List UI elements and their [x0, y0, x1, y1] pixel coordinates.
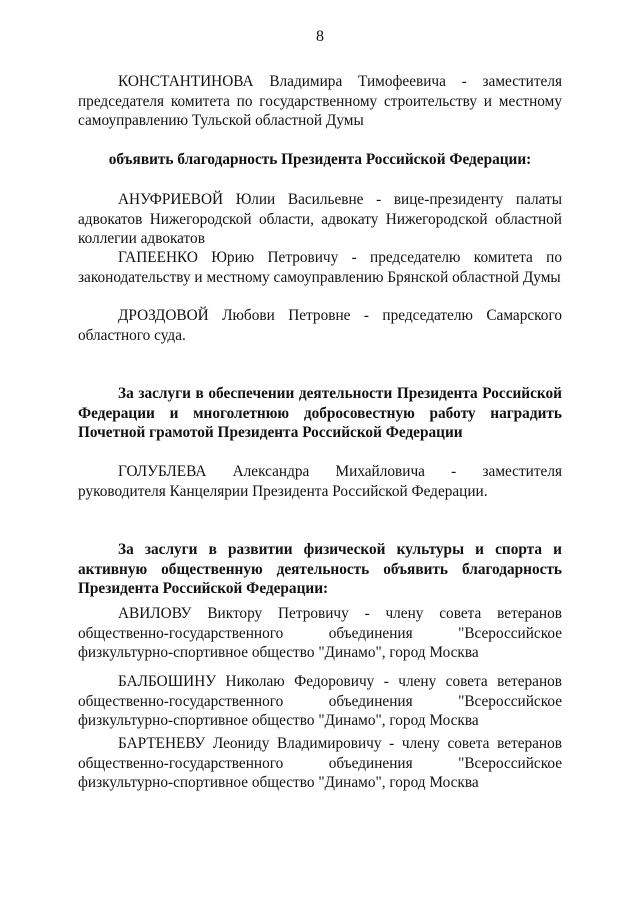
award-entry-anufrieva: АНУФРИЕВОЙ Юлии Васильевне - вице-президенту палаты адвокатов Нижегородской области, адвокату Нижегородской областной коллегии адвокатов: [78, 191, 562, 248]
award-entry-gapeenko: ГАПЕЕНКО Юрию Петровичу - председателю комитета по законодательству и местному самоуправлению Брянской областной Думы: [78, 249, 562, 286]
section-heading-certificate: За заслуги в обеспечении деятельности Президента Российской Федерации и многолетнюю добросовестную работу наградить Почетной грамотой Президента Российской Федерации: [78, 385, 562, 442]
award-entry-balboshin: БАЛБОШИНУ Николаю Федоровичу - члену совета ветеранов общественно-государственного объединения "Всероссийское физкультурно-спортивное общество "Динамо", город Москва: [78, 673, 562, 730]
award-entry-avilov: АВИЛОВУ Виктору Петровичу - члену совета ветеранов общественно-государственного объединения "Всероссийское физкультурно-спортивное общество "Динамо", город Москва: [78, 605, 562, 662]
award-entry-bartenev: БАРТЕНЕВУ Леониду Владимировичу - члену совета ветеранов общественно-государственного объединения "Всероссийское физкультурно-спортивное общество "Динамо", город Москва: [78, 735, 562, 792]
section-heading-gratitude: объявить благодарность Президента Российской Федерации:: [108, 151, 532, 168]
section-heading-sport-gratitude: За заслуги в развитии физической культуры и спорта и активную общественную деятельность объявить благодарность Президента Российской Федерации:: [78, 541, 562, 598]
award-entry-drozdova: ДРОЗДОВОЙ Любови Петровне - председателю Самарского областного суда.: [78, 307, 562, 344]
page-number: 8: [316, 28, 324, 45]
award-entry-konstantinova: КОНСТАНТИНОВА Владимира Тимофеевича - заместителя председателя комитета по государственному строительству и местному самоуправлению Тульской областной Думы: [78, 73, 562, 130]
award-entry-golubleva: ГОЛУБЛЕВА Александра Михайловича - заместителя руководителя Канцелярии Президента Российской Федерации.: [78, 463, 562, 500]
